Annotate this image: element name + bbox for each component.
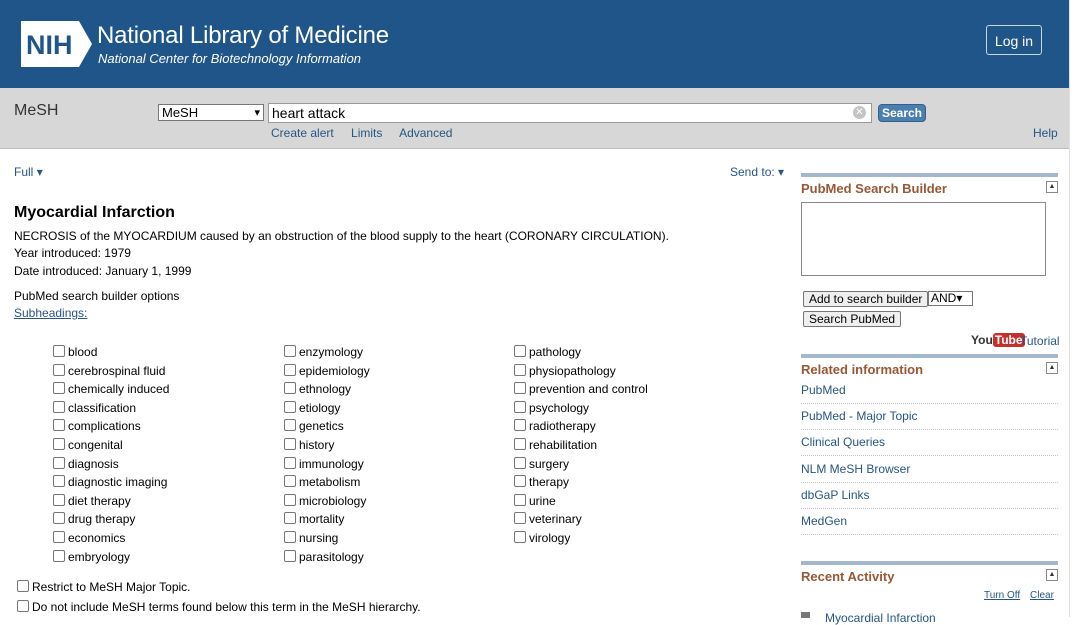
subheading-item	[514, 494, 648, 513]
main-content	[0, 150, 790, 620]
svg-text:NIH: NIH	[26, 30, 73, 60]
search-links	[271, 126, 466, 140]
help-link[interactable]: Help	[1033, 126, 1058, 140]
subheading-item	[53, 438, 169, 457]
search-button[interactable]: Search	[878, 104, 926, 122]
subheading-item	[284, 401, 370, 420]
subheading-item	[514, 419, 648, 438]
youtube-you: You	[971, 333, 993, 347]
subheading-checkbox[interactable]	[284, 401, 296, 413]
subheading-checkbox[interactable]	[53, 364, 65, 376]
collapse-icon[interactable]: ▲	[1046, 181, 1058, 193]
subheading-checkbox[interactable]	[284, 438, 296, 450]
restrict-major-label: Restrict to MeSH Major Topic.	[32, 580, 191, 594]
subheading-item	[514, 438, 648, 457]
youtube-tube: Tube	[994, 333, 1023, 347]
subheading-checkbox[interactable]	[284, 494, 296, 506]
subheading-checkbox[interactable]	[514, 401, 526, 413]
term-definition: NECROSIS of the MYOCARDIUM caused by an obstruction of the blood supply to the heart (CORONARY CIRCULATION).	[14, 229, 669, 243]
limits-link[interactable]: Limits	[351, 126, 383, 140]
subheading-label: enzymology	[299, 345, 364, 359]
subheading-checkbox[interactable]	[514, 457, 526, 469]
site-title[interactable]: National Library of Medicine	[97, 22, 389, 49]
subheading-item	[53, 382, 169, 401]
search-query: heart attack	[272, 105, 346, 121]
clear-icon[interactable]: ✕	[853, 106, 866, 119]
subheadings-column-1	[53, 345, 169, 568]
subheading-checkbox[interactable]	[53, 438, 65, 450]
subheading-item	[514, 401, 648, 420]
search-input[interactable]	[268, 103, 872, 123]
subheading-item	[284, 475, 370, 494]
subheading-checkbox[interactable]	[514, 364, 526, 376]
related-info-title: Related information	[801, 362, 924, 377]
subheading-label: prevention and control	[529, 382, 648, 397]
subheading-checkbox[interactable]	[53, 531, 65, 543]
subheading-label: urine	[529, 493, 556, 508]
subheading-item	[284, 550, 370, 569]
portlet-divider	[801, 354, 1058, 358]
subheading-checkbox[interactable]	[284, 550, 296, 562]
subheading-item	[514, 345, 648, 364]
subheading-item	[284, 457, 370, 476]
date-introduced: Date introduced: January 1, 1999	[14, 264, 192, 278]
clear-link[interactable]: Clear	[1030, 590, 1054, 601]
subheading-label: surgery	[529, 456, 570, 471]
subheading-label: parasitology	[299, 549, 364, 564]
subheading-item	[284, 364, 370, 383]
subheading-label: drug therapy	[68, 512, 136, 527]
subheading-item	[514, 457, 648, 476]
database-select[interactable]	[158, 104, 264, 121]
no-explode-option	[17, 600, 421, 614]
subheading-label: pathology	[529, 345, 582, 359]
subheading-item	[53, 419, 169, 438]
subheading-checkbox[interactable]	[53, 401, 65, 413]
create-alert-link[interactable]: Create alert	[271, 126, 334, 140]
collapse-icon[interactable]: ▲	[1046, 362, 1058, 374]
subheading-checkbox[interactable]	[53, 345, 65, 357]
subheading-checkbox[interactable]	[284, 531, 296, 543]
subheading-label: psychology	[529, 400, 590, 415]
subheading-item	[284, 512, 370, 531]
database-select-value: MeSH	[162, 105, 199, 120]
scrollbar[interactable]	[1069, 0, 1089, 617]
recent-activity-title: Recent Activity	[801, 569, 895, 584]
chevron-down-icon: ▾	[254, 107, 260, 119]
related-link[interactable]: PubMed	[801, 377, 1058, 404]
subheading-label: etiology	[299, 400, 341, 415]
subheading-checkbox[interactable]	[514, 475, 526, 487]
subheading-label: economics	[68, 530, 126, 545]
subheading-item	[53, 494, 169, 513]
builder-options-label: PubMed search builder options	[14, 289, 180, 303]
subheading-item	[514, 531, 648, 550]
subheading-checkbox[interactable]	[514, 494, 526, 506]
portlet-divider	[801, 173, 1058, 177]
format-menu[interactable]	[14, 165, 43, 179]
subheading-checkbox[interactable]	[514, 438, 526, 450]
portlet-divider	[801, 561, 1058, 565]
subheading-label: radiotherapy	[529, 419, 596, 434]
subheading-checkbox[interactable]	[53, 550, 65, 562]
subheading-checkbox[interactable]	[284, 382, 296, 394]
youtube-logo[interactable]	[971, 333, 1025, 347]
subheading-item	[53, 457, 169, 476]
subheading-label: therapy	[529, 475, 570, 490]
subheading-item	[284, 345, 370, 364]
subheading-checkbox[interactable]	[53, 475, 65, 487]
subheading-checkbox[interactable]	[53, 512, 65, 524]
subheading-label: epidemiology	[299, 363, 370, 378]
year-introduced: Year introduced: 1979	[14, 246, 131, 260]
subheading-item	[53, 401, 169, 420]
subheading-label: diagnosis	[68, 456, 119, 471]
subheading-item	[514, 382, 648, 401]
format-label: Full	[14, 165, 34, 179]
subheading-item	[514, 475, 648, 494]
right-sidebar	[801, 0, 1060, 625]
subheading-item	[53, 364, 169, 383]
subheading-label: genetics	[299, 419, 344, 434]
advanced-link[interactable]: Advanced	[399, 126, 453, 140]
recent-item[interactable]: Myocardial Infarction	[825, 611, 936, 625]
send-to-label: Send to:	[730, 165, 775, 179]
tutorial-link[interactable]: Tutorial	[1020, 334, 1060, 348]
subheading-checkbox[interactable]	[284, 419, 296, 431]
subheading-label: physiopathology	[529, 363, 616, 378]
no-explode-label: Do not include MeSH terms found below this term in the MeSH hierarchy.	[32, 600, 421, 614]
subheading-label: history	[299, 437, 335, 452]
restrict-major-checkbox[interactable]	[17, 580, 29, 592]
subheading-label: embryology	[68, 549, 131, 564]
subheading-label: chemically induced	[68, 382, 170, 397]
search-builder-textarea[interactable]	[801, 202, 1046, 276]
subheadings-column-2	[284, 345, 370, 568]
search-pubmed-button[interactable]: Search PubMed	[803, 311, 901, 327]
subheading-item	[284, 419, 370, 438]
subheading-label: cerebrospinal fluid	[68, 363, 166, 378]
subheading-label: diet therapy	[68, 493, 131, 508]
subheading-checkbox[interactable]	[514, 419, 526, 431]
subheading-label: congenital	[68, 437, 123, 452]
subheading-label: blood	[68, 345, 98, 359]
operator-value: AND	[931, 291, 957, 305]
subheading-checkbox[interactable]	[514, 531, 526, 543]
subheading-label: complications	[68, 419, 141, 434]
operator-select[interactable]	[928, 291, 973, 306]
no-explode-checkbox[interactable]	[17, 600, 29, 612]
subheading-item	[514, 364, 648, 383]
subheading-item	[284, 531, 370, 550]
subheading-label: virology	[529, 530, 571, 545]
related-link[interactable]: PubMed - Major Topic	[801, 403, 1058, 430]
subheading-checkbox[interactable]	[53, 494, 65, 506]
subheading-label: mortality	[299, 512, 345, 527]
caret-down-icon: ▾	[36, 165, 43, 179]
add-to-builder-button[interactable]: Add to search builder	[803, 291, 928, 307]
search-builder-title: PubMed Search Builder	[801, 181, 947, 196]
subheading-checkbox[interactable]	[53, 419, 65, 431]
subheading-checkbox[interactable]	[284, 345, 296, 357]
turn-off-link[interactable]: Turn Off	[984, 590, 1021, 601]
subheading-checkbox[interactable]	[284, 512, 296, 524]
subheading-item	[53, 345, 169, 364]
subheading-checkbox[interactable]	[284, 457, 296, 469]
nih-logo[interactable]	[21, 21, 92, 67]
subheading-label: ethnology	[299, 382, 352, 397]
subheading-checkbox[interactable]	[284, 364, 296, 376]
caret-down-icon: ▾	[778, 165, 785, 179]
subheading-label: nursing	[299, 530, 339, 545]
subheading-checkbox[interactable]	[53, 382, 65, 394]
subheading-item	[284, 494, 370, 513]
subheading-item	[53, 531, 169, 550]
subheading-item	[284, 382, 370, 401]
related-link[interactable]: NLM MeSH Browser	[801, 456, 1058, 483]
subheadings-link[interactable]: Subheadings:	[14, 306, 88, 320]
site-subtitle: National Center for Biotechnology Information	[98, 51, 362, 66]
subheading-label: veterinary	[529, 512, 582, 527]
chevron-down-icon: ▾	[956, 291, 963, 305]
term-title: Myocardial Infarction	[14, 204, 175, 221]
related-link[interactable]: Clinical Queries	[801, 429, 1058, 456]
subheading-checkbox[interactable]	[514, 382, 526, 394]
subheadings-column-3	[514, 345, 648, 550]
subheading-label: microbiology	[299, 493, 367, 508]
collapse-icon[interactable]: ▲	[1046, 569, 1058, 581]
restrict-major-option	[17, 580, 191, 594]
subheading-item	[53, 512, 169, 531]
send-to-menu[interactable]	[730, 165, 784, 179]
subheading-checkbox[interactable]	[284, 475, 296, 487]
subheading-item	[53, 475, 169, 494]
subheading-label: diagnostic imaging	[68, 475, 168, 490]
login-button[interactable]: Log in	[986, 25, 1042, 55]
subheading-checkbox[interactable]	[514, 512, 526, 524]
document-icon	[801, 612, 810, 618]
subheading-checkbox[interactable]	[514, 345, 526, 357]
subheading-label: immunology	[299, 456, 364, 471]
subheading-item	[514, 512, 648, 531]
related-link[interactable]: dbGaP Links	[801, 482, 1058, 509]
subheading-checkbox[interactable]	[53, 457, 65, 469]
subheading-label: rehabilitation	[529, 437, 598, 452]
subheading-item	[284, 438, 370, 457]
subheading-item	[53, 550, 169, 569]
related-link[interactable]: MedGen	[801, 508, 1058, 535]
database-label: MeSH	[14, 102, 59, 119]
subheading-label: metabolism	[299, 475, 361, 490]
subheading-label: classification	[68, 400, 137, 415]
